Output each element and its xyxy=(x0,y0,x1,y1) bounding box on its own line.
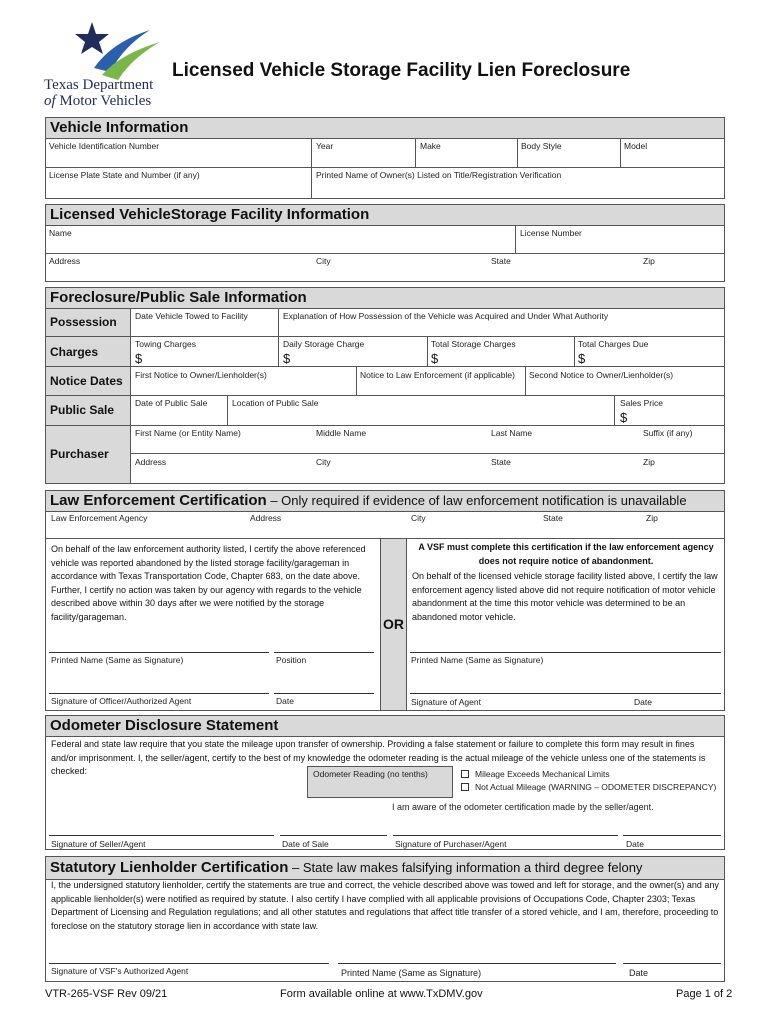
sales-price-dollar: $ xyxy=(620,410,628,425)
date-towed-field[interactable]: Date Vehicle Towed to Facility xyxy=(135,311,248,321)
total-storage-field[interactable]: Total Storage Charges xyxy=(431,339,516,349)
vehicle-section-header: Vehicle Information xyxy=(45,117,725,139)
facility-city-field[interactable]: City xyxy=(316,256,331,266)
or-divider: OR xyxy=(383,616,404,632)
body-style-field[interactable]: Body Style xyxy=(521,141,562,151)
le-agency-field[interactable]: Law Enforcement Agency xyxy=(51,513,148,523)
star-logo-icon xyxy=(72,20,172,82)
le-printed-name-field[interactable]: Printed Name (Same as Signature) xyxy=(51,655,184,665)
notice-le-field[interactable]: Notice to Law Enforcement (if applicable) xyxy=(360,370,515,380)
daily-storage-field[interactable]: Daily Storage Charge xyxy=(283,339,365,349)
total-due-field[interactable]: Total Charges Due xyxy=(578,339,649,349)
purchaser-suffix-field[interactable]: Suffix (if any) xyxy=(643,428,693,438)
purchaser-label: Purchaser xyxy=(50,447,109,461)
statutory-text: I, the undersigned statutory lienholder, certify the statements are true and correct, the vehicle described above was towed and left for storage, and the owner(s) and any applicable lienholder(s) were notified as required by statute. I also certify I have complied with all applicable provisions of Occupations Code, Chapter 2303; Texas Department of Licensing and Regulation regulations; and all other statutes and regulations that affect title transfer of a stored vehicle, and I am, therefore, proceeding to foreclose on the statutory storage lien in accordance with state law. xyxy=(51,880,719,931)
statutory-date-field[interactable]: Date xyxy=(629,968,649,978)
facility-name-field[interactable]: Name xyxy=(49,228,72,238)
vsf-agent-signature-field[interactable]: Signature of VSF's Authorized Agent xyxy=(51,966,189,976)
checkbox-icon xyxy=(461,783,469,791)
law-section-header: Law Enforcement Certification – Only required if evidence of law enforcement notification is unavailable xyxy=(45,490,725,512)
charges-label: Charges xyxy=(50,345,99,359)
mileage-exceeds-option[interactable]: Mileage Exceeds Mechanical Limits xyxy=(461,769,610,779)
date-sale-field[interactable]: Date of Public Sale xyxy=(135,398,208,408)
logo-text-line1: Texas Department xyxy=(44,77,154,93)
daily-dollar: $ xyxy=(283,351,291,366)
year-field[interactable]: Year xyxy=(316,141,334,151)
vsf-printed-name-field[interactable]: Printed Name (Same as Signature) xyxy=(411,655,544,665)
purchaser-city-field[interactable]: City xyxy=(316,457,331,467)
checkbox-icon xyxy=(461,770,469,778)
odometer-date-field[interactable]: Date xyxy=(626,839,644,849)
first-notice-field[interactable]: First Notice to Owner/Lienholder(s) xyxy=(135,370,267,380)
not-actual-mileage-option[interactable]: Not Actual Mileage (WARNING – ODOMETER DISCREPANCY) xyxy=(461,782,716,792)
make-field[interactable]: Make xyxy=(420,141,441,151)
agent-date-field[interactable]: Date xyxy=(634,697,652,707)
odometer-text: Federal and state law require that you state the mileage upon transfer of ownership. Providing a false statement or failure to complete this form may result in fines and/or imprisonment. I, the seller/agent, certify to the best of my knowledge the odometer reading is the actual mileage of the vehicle unless one of the statements is checked: xyxy=(51,739,706,777)
purchaser-state-field[interactable]: State xyxy=(491,457,511,467)
facility-state-field[interactable]: State xyxy=(491,256,511,266)
agent-signature-field[interactable]: Signature of Agent xyxy=(411,697,481,707)
facility-address-field[interactable]: Address xyxy=(49,256,81,266)
public-sale-label: Public Sale xyxy=(50,403,115,417)
explanation-field[interactable]: Explanation of How Possession of the Vehicle was Acquired and Under What Authority xyxy=(283,311,609,321)
statutory-printed-name-field[interactable]: Printed Name (Same as Signature) xyxy=(341,968,482,978)
facility-license-field[interactable]: License Number xyxy=(520,228,582,238)
le-city-field[interactable]: City xyxy=(411,513,426,523)
form-title: Licensed Vehicle Storage Facility Lien Foreclosure xyxy=(172,60,631,81)
owners-field[interactable]: Printed Name of Owner(s) Listed on Title/Registration Verification xyxy=(316,170,562,180)
odometer-aware-text: I am aware of the odometer certification made by the seller/agent. xyxy=(392,802,654,812)
location-sale-field[interactable]: Location of Public Sale xyxy=(232,398,319,408)
vsf-notice-bold: A VSF must complete this certification if the law enforcement agency does not require notice of abandonment. xyxy=(418,542,714,566)
online-text: Form available online at www.TxDMV.gov xyxy=(280,988,483,1000)
seller-signature-field[interactable]: Signature of Seller/Agent xyxy=(51,839,146,849)
purchaser-zip-field[interactable]: Zip xyxy=(643,457,655,467)
towing-charges-field[interactable]: Towing Charges xyxy=(135,339,196,349)
vsf-certification-text: On behalf of the licensed vehicle storage facility listed above, I certify the law enforcement agency listed above did not require notification of motor vehicle abandonment at the time this motor vehicle was determined to be an abandoned motor vehicle. xyxy=(412,571,718,622)
le-certification-text: On behalf of the law enforcement authority listed, I certify the above referenced vehicle was reported abandoned by the listed storage facility/garageman in accordance with Texas Transportation Code, Chapter 683, on the date above. Further, I certify no action was taken by our agency with regards to the vehicle described above within 30 days after we were notified by the storage facility/garageman. xyxy=(51,544,366,622)
model-field[interactable]: Model xyxy=(624,141,648,151)
possession-label: Possession xyxy=(50,315,117,329)
le-position-field[interactable]: Position xyxy=(276,655,307,665)
odometer-section-header: Odometer Disclosure Statement xyxy=(45,715,725,737)
vin-field[interactable]: Vehicle Identification Number xyxy=(49,141,160,151)
facility-zip-field[interactable]: Zip xyxy=(643,256,655,266)
officer-signature-field[interactable]: Signature of Officer/Authorized Agent xyxy=(51,696,192,706)
page-number: Page 1 of 2 xyxy=(676,988,733,1000)
le-address-field[interactable]: Address xyxy=(250,513,282,523)
total-storage-dollar: $ xyxy=(431,351,439,366)
le-state-field[interactable]: State xyxy=(543,513,563,523)
logo-text-line2: of Motor Vehicles xyxy=(44,93,152,109)
towing-dollar: $ xyxy=(135,351,143,366)
le-zip-field[interactable]: Zip xyxy=(646,513,658,523)
form-id: VTR-265-VSF Rev 09/21 xyxy=(45,988,168,1000)
purchaser-signature-field[interactable]: Signature of Purchaser/Agent xyxy=(395,839,507,849)
sales-price-field[interactable]: Sales Price xyxy=(620,398,663,408)
odometer-reading-label: Odometer Reading (no tenths) xyxy=(313,769,428,779)
txdmv-logo xyxy=(44,20,174,116)
statutory-section-header: Statutory Lienholder Certification – State law makes falsifying information a third degree felony xyxy=(45,856,725,880)
purchaser-first-name-field[interactable]: First Name (or Entity Name) xyxy=(135,428,241,438)
purchaser-middle-name-field[interactable]: Middle Name xyxy=(316,428,367,438)
le-date-field[interactable]: Date xyxy=(276,696,294,706)
plate-field[interactable]: License Plate State and Number (if any) xyxy=(49,170,200,180)
facility-section-header: Licensed VehicleStorage Facility Information xyxy=(45,204,725,226)
second-notice-field[interactable]: Second Notice to Owner/Lienholder(s) xyxy=(529,370,674,380)
purchaser-last-name-field[interactable]: Last Name xyxy=(491,428,533,438)
total-due-dollar: $ xyxy=(578,351,586,366)
foreclosure-section-header: Foreclosure/Public Sale Information xyxy=(45,287,725,309)
notice-dates-label: Notice Dates xyxy=(50,374,123,388)
date-of-sale-field[interactable]: Date of Sale xyxy=(282,839,329,849)
purchaser-address-field[interactable]: Address xyxy=(135,457,167,467)
